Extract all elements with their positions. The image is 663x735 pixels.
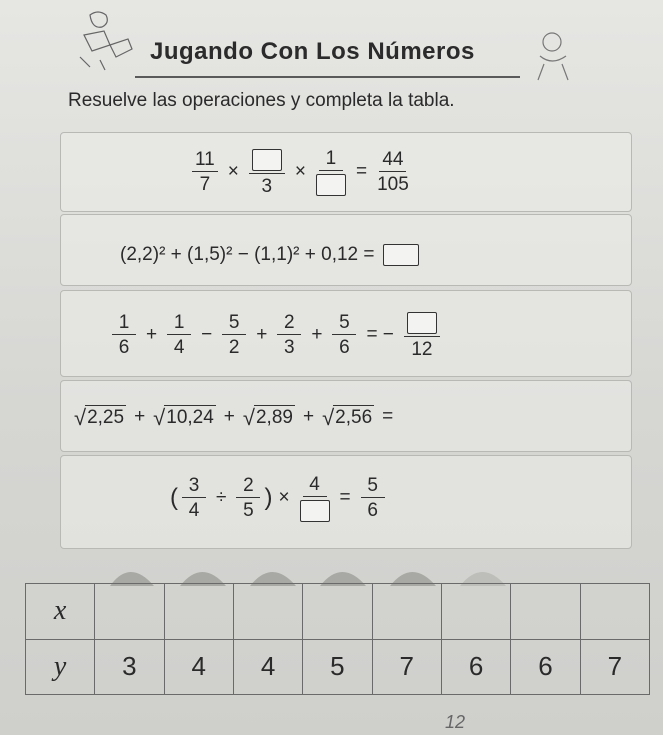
fraction: 3 <box>249 149 285 196</box>
fraction: $\frac{3}{4}$ <box>182 476 206 520</box>
doodle-illustration-left <box>70 5 150 75</box>
answer-blank[interactable] <box>316 174 346 196</box>
row-label-y: y <box>26 639 95 695</box>
table-cell-y: 4 <box>233 639 302 695</box>
table-cell-x[interactable] <box>233 584 302 640</box>
answer-blank[interactable] <box>383 244 419 266</box>
table-row-y <box>26 639 650 695</box>
table-row-x <box>26 584 650 640</box>
equals-sign: = <box>355 161 368 182</box>
operator: + <box>302 406 315 427</box>
table-cell-y: 6 <box>441 639 510 695</box>
fraction: $\frac{5}{2}$ <box>222 313 246 357</box>
answer-blank[interactable] <box>407 312 437 334</box>
table-cell-y: 7 <box>580 639 649 695</box>
equals-sign: = <box>339 487 351 508</box>
operator: + <box>256 324 268 345</box>
operator: × <box>278 487 290 508</box>
radical-sign: √ <box>242 405 255 430</box>
open-parenthesis: ( <box>170 484 178 511</box>
operator: + <box>134 406 146 427</box>
operator: − <box>201 324 213 345</box>
fraction: $\frac{11}{7}$ <box>192 150 218 194</box>
table-cell-x[interactable] <box>303 584 372 640</box>
table-cell-x[interactable] <box>511 584 580 640</box>
title-underline <box>135 76 520 78</box>
operator: × <box>294 161 306 182</box>
decorative-arches <box>90 556 610 586</box>
radical-sign: √ <box>322 405 335 430</box>
header <box>0 0 663 95</box>
table-cell-y: 5 <box>303 639 372 695</box>
table-cell-y: 3 <box>95 639 164 695</box>
square-root: √ 2,56 <box>322 405 373 430</box>
fraction: 4 <box>300 475 330 522</box>
radical-sign: √ <box>153 405 166 430</box>
equals-sign: = − <box>366 324 394 345</box>
exercise-4 <box>72 400 459 434</box>
operator: × <box>227 161 239 182</box>
fraction: $\frac{2}{3}$ <box>277 313 301 357</box>
exercise-2 <box>120 240 419 270</box>
exercise-5 <box>170 466 389 530</box>
operator: + <box>311 324 323 345</box>
instruction-text: Resuelve las operaciones y completa la tabla. <box>68 90 455 111</box>
values-table <box>25 583 650 695</box>
answer-blank[interactable] <box>252 149 282 171</box>
table-cell-x[interactable] <box>580 584 649 640</box>
expression-text: (2,2)² + (1,5)² − (1,1)² + 0,12 = <box>120 244 375 265</box>
page-mark: 12 <box>445 712 466 732</box>
operator: + <box>146 324 158 345</box>
table-cell-x[interactable] <box>372 584 441 640</box>
doodle-illustration-right <box>530 28 578 86</box>
table-cell-x[interactable] <box>164 584 233 640</box>
fraction: $\frac{1}{4}$ <box>167 313 191 357</box>
table-cell-x[interactable] <box>95 584 164 640</box>
operator: + <box>223 406 235 427</box>
page-title: Jugando Con Los Números <box>150 38 475 65</box>
row-label-x: x <box>26 584 95 640</box>
equals-sign: = <box>382 406 394 427</box>
fraction: $\frac{1}{6}$ <box>112 313 136 357</box>
table-cell-y: 4 <box>164 639 233 695</box>
table-cell-x[interactable] <box>441 584 510 640</box>
fraction: $\frac{5}{6}$ <box>332 313 356 357</box>
answer-blank[interactable] <box>300 500 330 522</box>
table-cell-y: 6 <box>511 639 580 695</box>
exercise-3 <box>108 305 444 365</box>
square-root: √ 10,24 <box>153 405 214 430</box>
operator: ÷ <box>216 487 227 508</box>
radical-sign: √ <box>74 405 87 430</box>
fraction: $\frac{44}{105}$ <box>377 149 409 195</box>
fraction: 1 <box>316 149 346 196</box>
table-cell-y: 7 <box>372 639 441 695</box>
square-root: √ 2,89 <box>242 405 293 430</box>
exercise-1 <box>188 142 413 202</box>
fraction: 12 <box>404 312 440 359</box>
close-parenthesis: ) <box>264 484 273 511</box>
fraction: $\frac{5}{6}$ <box>361 476 385 520</box>
square-root: √ 2,25 <box>74 405 125 430</box>
answer-space[interactable] <box>399 406 459 428</box>
fraction: $\frac{2}{5}$ <box>236 476 260 520</box>
